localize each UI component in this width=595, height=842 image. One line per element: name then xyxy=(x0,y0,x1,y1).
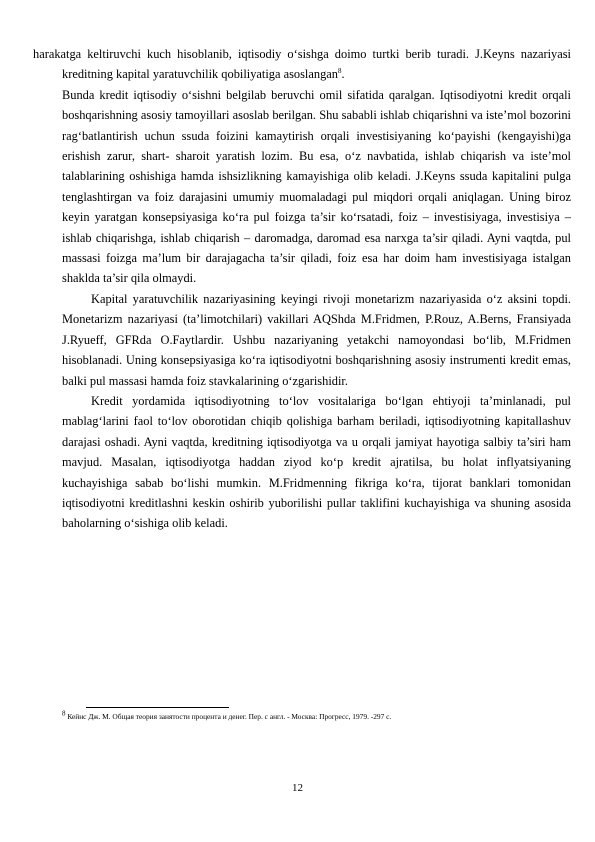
paragraph-monetarizm: Kapital yaratuvchilik nazariyasining keyingi rivoji monetarizm nazariyasida o‘z aksini topdi. Monetarizm nazariyasi (ta’limotchilari) vakillari AQShda M.Fridmen, P.Rouz, A.Berns, Fransiyada J.Ryueff, GFRda O.Faytlardir. Ushbu nazariyaning yetakchi namoyondasi bo‘lib, M.Fridmen hisoblanadi. Uning konsepsiyasiga ko‘ra iqtisodiyotni boshqarishning asosiy instrumenti kredit emas, balki pul massasi hamda foiz stavkalarining o‘zgarishidir. xyxy=(62,291,571,388)
paragraph-text: harakatga keltiruvchi kuch hisoblanib, iqtisodiy o‘sishga doimo turtki berib turadi. J.Keyns nazariyasi kreditning kapital yaratuvchilik qobiliyatiga asoslangan xyxy=(33,47,571,82)
paragraph-kredit-yordamida: Kredit yordamida iqtisodiyotning to‘lov vositalariga bo‘lgan ehtiyoji ta’minlanadi, pul mablag‘larini faol to‘lov oborotidan chiqib qolishiga barham beriladi, iqtisodiyotning kapitallashuv darajasi oshadi. Ayni vaqtda, kreditning iqtisodiyotga va u orqali jamiyat hayotiga salbiy ta’siri ham mavjud. Masalan, iqtisodiyotga haddan ziyod ko‘p kredit ajratilsa, bu holat inflyatsiyaning kuchayishiga sabab bo‘lishi mumkin. M.Fridmenning fikriga ko‘ra, tijorat banklari tomonidan iqtisodiyotni kreditlashni keskin oshirib yuborilishi pullar taklifini kuchayishiga va shuning asosida baholarning o‘sishiga olib keladi. xyxy=(62,393,571,531)
paragraph-end: . xyxy=(341,67,345,82)
footnote xyxy=(62,709,571,722)
footnote-text: Кейнс Дж. М. Общая теория занятости процента и денег. Пер. с англ. - Москва: Прогресс, 1979. -297 с. xyxy=(65,712,392,721)
footnote-separator xyxy=(86,707,229,708)
page-number: 12 xyxy=(292,782,303,794)
paragraph-continuation xyxy=(33,44,571,85)
footnote-reference: 8 xyxy=(337,67,342,76)
body-text xyxy=(33,44,571,534)
paragraph-kredit-omil: Bunda kredit iqtisodiy o‘sishni belgilab beruvchi omil sifatida qaralgan. Iqtisodiyotni kredit orqali boshqarishning asosiy tamoyillari asoslab berilgan. Shu sababli ishlab chiqarishni va iste’mol bozorini rag‘batlantirish uchun ssuda foizini kamaytirish orqali investisiyaning ko‘payishi (kengayishi)ga erishish zarur, shart- sharoit yaratish lozim. Bu esa, o‘z navbatida, ishlab chiqarish va iste’mol talablarining oshishiga hamda ishsizlikning kamayishiga olib keladi. J.Keyns ssuda kapitalini pulga tenglashtirgan va foiz darajasini umumiy muomaladagi pul miqdori orqali aniqlagan. Uning biroz keyin yaratgan konsepsiyasiga ko‘ra pul foizga ta’sir ko‘rsatadi, foiz – investisiyaga, investisiya – ishlab chiqarishga, ishlab chiqarish – daromadga, daromad esa narxga ta’sir qiladi. Ayni vaqtda, pul massasi foizga ma’lum bir darajagacha ta’sir qiladi, foiz esa har doim ham investisiyaga istalgan shaklda ta’sir qila olmaydi. xyxy=(62,87,571,286)
footnote-marker: 8 xyxy=(62,709,66,718)
